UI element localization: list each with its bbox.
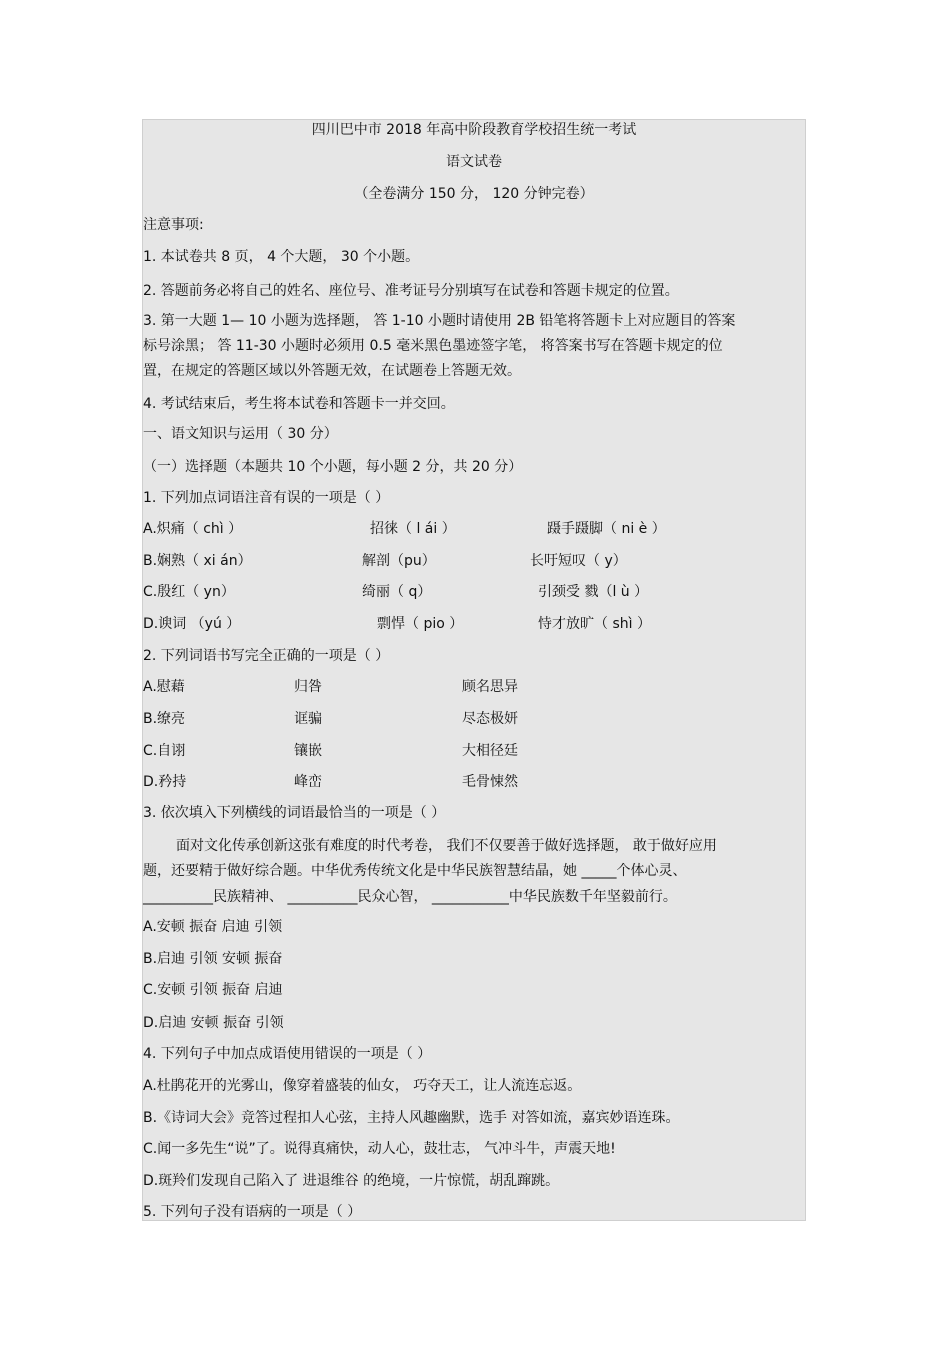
option-cell: 解剖（pu） — [362, 553, 436, 569]
notice-item: 2. 答题前务必将自己的姓名、座位号、准考证号分别填写在试卷和答题卡规定的位置。 — [143, 283, 679, 299]
option-cell: 长吁短叹（ y） — [530, 553, 627, 569]
option-cell: A.炽痛（ chì ） — [143, 521, 243, 537]
exam-subtitle: 语文试卷 — [446, 154, 502, 170]
option-cell: 峰峦 — [294, 774, 322, 790]
option-cell: 顾名思异 — [462, 679, 518, 695]
question-stem: 3. 依次填入下列横线的词语最恰当的一项是（ ） — [143, 805, 446, 821]
option-cell: 绮丽（ q） — [362, 584, 432, 600]
option-cell: C.殷红（ yn） — [143, 584, 235, 600]
notice-item: 4. 考试结束后，考生将本试卷和答题卡一并交回。 — [143, 396, 455, 412]
answer-option: C.闻一多先生“说”了。说得真痛快，动人心，鼓壮志， 气冲斗牛，声震天地! — [143, 1141, 616, 1157]
question-stem: 2. 下列词语书写完全正确的一项是（ ） — [143, 648, 390, 664]
option-cell: C.自诩 — [143, 743, 186, 759]
option-cell: 招徕（ l ái ） — [370, 521, 456, 537]
option-cell: 蹑手蹑脚（ ni è ） — [547, 521, 666, 537]
option-cell: 大相径廷 — [462, 743, 518, 759]
notice-item: 3. 第一大题 1— 10 小题为选择题， 答 1-10 小题时请使用 2B 铅笔将答题卡上对应题目的答案 — [143, 313, 736, 329]
answer-option: D.斑羚们发现自己陷入了 进退维谷 的绝境，一片惊慌，胡乱蹿跳。 — [143, 1173, 560, 1189]
option-cell: D.矜持 — [143, 774, 187, 790]
option-cell: A.慰藉 — [143, 679, 185, 695]
passage-line: __________民族精神、 __________民众心智， ___________中华民族数千年坚毅前行。 — [143, 889, 677, 905]
option-cell: 引颈受 戮（l ù ） — [538, 584, 649, 600]
passage-line: 面对文化传承创新这张有难度的时代考卷， 我们不仅要善于做好选择题， 敢于做好应用 — [176, 838, 717, 854]
exam-title: 四川巴中市 2018 年高中阶段教育学校招生统一考试 — [311, 122, 637, 138]
answer-option: C.安顿 引领 振奋 启迪 — [143, 982, 283, 998]
notice-item: 置，在规定的答题区域以外答题无效，在试题卷上答题无效。 — [143, 363, 521, 379]
option-cell: 恃才放旷（ shì ） — [538, 616, 651, 632]
option-cell: D.谀词 （yú ） — [143, 616, 241, 632]
notice-item: 标号涂黑； 答 11-30 小题时必须用 0.5 毫米黑色墨迹签字笔， 将答案书写在答题卡规定的位 — [143, 338, 723, 354]
option-cell: 尽态极妍 — [462, 711, 518, 727]
section-subtitle: （一）选择题（本题共 10 个小题，每小题 2 分，共 20 分） — [143, 459, 523, 475]
notice-item: 1. 本试卷共 8 页， 4 个大题， 30 个小题。 — [143, 249, 420, 265]
option-cell: 归咎 — [294, 679, 322, 695]
option-cell: B.缭亮 — [143, 711, 186, 727]
question-stem: 4. 下列句子中加点成语使用错误的一项是（ ） — [143, 1046, 432, 1062]
passage-line: 题，还要精于做好综合题。中华优秀传统文化是中华民族智慧结晶，她 _____个体心灵、 — [143, 863, 687, 879]
answer-option: A.安顿 振奋 启迪 引领 — [143, 919, 283, 935]
option-cell: 镶嵌 — [294, 743, 322, 759]
answer-option: D.启迪 安顿 振奋 引领 — [143, 1015, 284, 1031]
answer-option: B.《诗词大会》竞答过程扣人心弦，主持人风趣幽默，选手 对答如流，嘉宾妙语连珠。 — [143, 1110, 680, 1126]
answer-option: A.杜鹃花开的光雾山，像穿着盛装的仙女， 巧夺天工，让人流连忘返。 — [143, 1078, 582, 1094]
section-title: 一、语文知识与运用（ 30 分） — [143, 426, 338, 442]
question-stem: 5. 下列句子没有语病的一项是（ ） — [143, 1204, 362, 1220]
option-cell: 诓骗 — [294, 711, 322, 727]
option-cell: 毛骨悚然 — [462, 774, 518, 790]
answer-option: B.启迪 引领 安顿 振奋 — [143, 951, 283, 967]
notice-heading: 注意事项: — [143, 217, 204, 233]
exam-meta: （全卷满分 150 分， 120 分钟完卷） — [354, 186, 594, 202]
question-stem: 1. 下列加点词语注音有误的一项是（ ） — [143, 490, 390, 506]
option-cell: B.娴熟（ xi án） — [143, 553, 252, 569]
option-cell: 剽悍（ pio ） — [377, 616, 464, 632]
